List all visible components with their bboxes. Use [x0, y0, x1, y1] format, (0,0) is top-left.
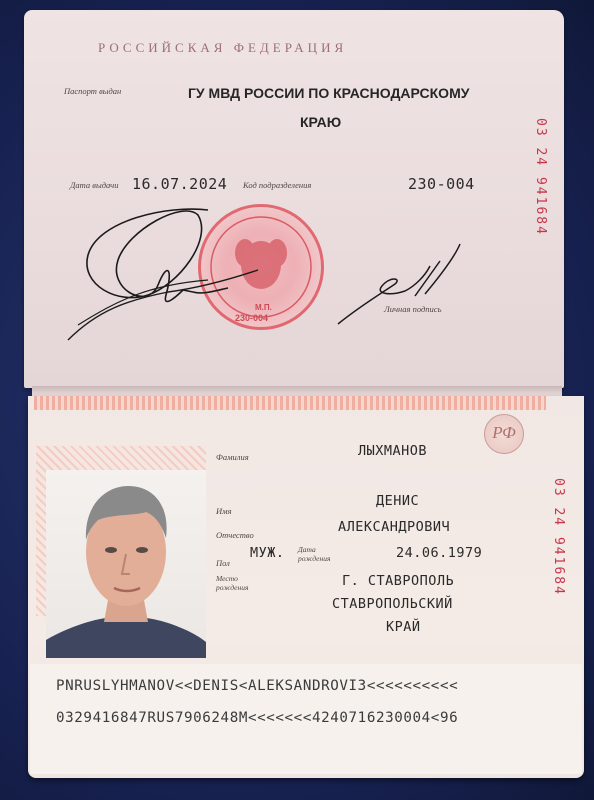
sex: МУЖ. [250, 545, 285, 561]
holder-signature [330, 236, 480, 332]
country-header: РОССИЙСКАЯ ФЕДЕРАЦИЯ [98, 40, 348, 55]
issued-by-line1: ГУ МВД РОССИИ ПО КРАСНОДАРСКОМУ [188, 85, 470, 101]
rf-emblem-icon: РФ [484, 414, 524, 454]
name-label: Имя [216, 506, 232, 516]
patronymic-label: Отчество [216, 530, 254, 540]
birth-place-line1: Г. СТАВРОПОЛЬ [342, 573, 455, 589]
official-signature [58, 200, 278, 350]
issue-date-label: Дата выдачи [70, 180, 119, 190]
mrz-line-1: PNRUSLYHMANOV<<DENIS<ALEKSANDROVI3<<<<<<<<<< [56, 678, 459, 694]
issued-by-line2: КРАЮ [300, 114, 342, 130]
signature-label: Личная подпись [384, 304, 442, 314]
mrz-line-2: 0329416847RUS7906248M<<<<<<<4240716230004<96 [56, 710, 459, 726]
ornament-strip [34, 396, 546, 410]
sex-label: Пол [216, 558, 230, 568]
birth-place-label: Место рождения [216, 574, 249, 592]
birth-date: 24.06.1979 [396, 545, 483, 561]
division-code-label: Код подразделения [243, 180, 312, 190]
given-name: ДЕНИС [376, 493, 420, 509]
surname: ЛЫХМАНОВ [358, 443, 428, 459]
stamp-code: 230-004 [235, 313, 269, 323]
birth-place-line2: СТАВРОПОЛЬСКИЙ [332, 596, 453, 612]
surname-label: Фамилия [216, 452, 249, 462]
birth-place-line3: КРАЙ [386, 619, 421, 635]
issue-date: 16.07.2024 [132, 175, 228, 193]
issued-by-label: Паспорт выдан [64, 86, 122, 96]
birth-date-label: Дата рождения [298, 545, 331, 563]
top-serial-number: 03 24 941684 [533, 118, 548, 236]
division-code: 230-004 [408, 175, 475, 193]
bottom-serial-number: 03 24 941684 [551, 478, 566, 596]
stamp-mp-text: М.П. [255, 303, 272, 312]
patronymic: АЛЕКСАНДРОВИЧ [338, 519, 451, 535]
holder-photo [46, 470, 206, 658]
